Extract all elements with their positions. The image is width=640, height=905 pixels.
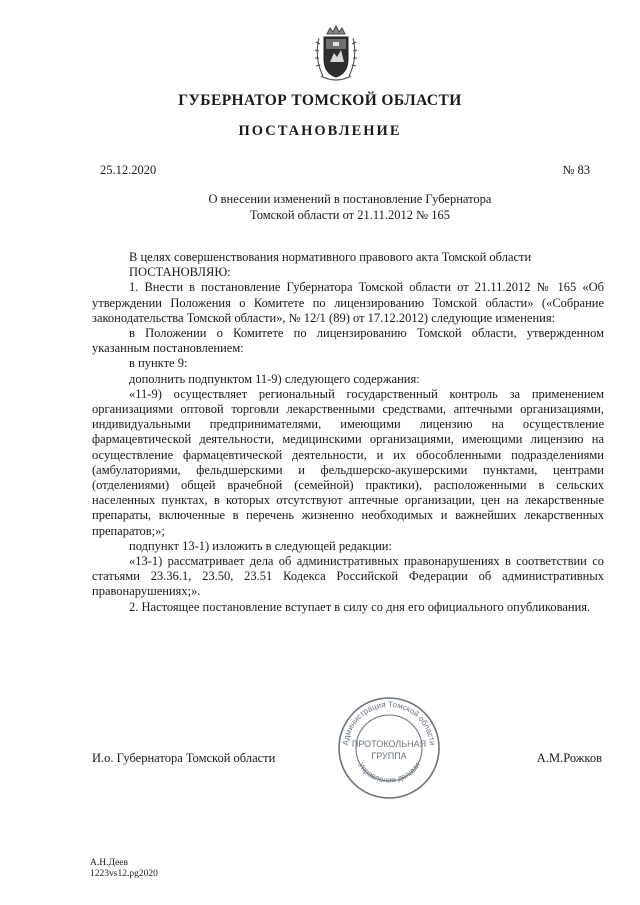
- stamp-center-line-2: ГРУППА: [371, 751, 407, 761]
- subject-line-2: Томской области от 21.11.2012 № 165: [250, 207, 450, 222]
- executor-info: [90, 858, 158, 880]
- official-stamp-icon: [334, 693, 444, 803]
- paragraph-clause-9: в пункте 9:: [129, 356, 188, 371]
- stamp-center-line-1: ПРОТОКОЛЬНАЯ: [351, 739, 427, 749]
- authority-title: ГУБЕРНАТОР ТОМСКОЙ ОБЛАСТИ: [178, 92, 462, 109]
- document-subject: [0, 192, 640, 223]
- subject-line-1: О внесении изменений в постановление Губернатора: [208, 192, 492, 206]
- paragraph-preamble: В целях совершенствования нормативного правового акта Томской области: [129, 250, 532, 264]
- paragraph-restate: подпункт 13-1) изложить в следующей редакции:: [129, 538, 392, 553]
- executor-code: 1223vs12.pg2020: [90, 869, 158, 879]
- paragraph-item-1: 1. Внести в постановление Губернатора Томской области от 21.11.2012 № 165 «Об утверждении Положения о Комитете по лицензированию Томской области» («Собрание законодательства Томской области», № 12/1 (89) от 17.12.2012) следующие изменения:: [92, 280, 604, 325]
- signatory-position: И.о. Губернатора Томской области: [92, 751, 276, 765]
- paragraph-subclause-13-1: «13-1) рассматривает дела об административных правонарушениях в соответствии со статьями 23.36.1, 23.50, 23.51 Кодекса Российской Федерации об административных правонарушениях;».: [92, 554, 604, 599]
- paragraph-resolve: ПОСТАНОВЛЯЮ:: [129, 265, 231, 280]
- paragraph-regulation: в Положении о Комитете по лицензированию Томской области, утвержденном указанным постановлением:: [92, 326, 604, 356]
- document-date: 25.12.2020: [100, 163, 157, 177]
- paragraph-add-subclause: дополнить подпунктом 11-9) следующего содержания:: [129, 371, 420, 386]
- stamp-ring-bottom: Управление делами: [356, 760, 422, 785]
- paragraph-subclause-11-9: «11-9) осуществляет региональный государственный контроль за применением организациями оптовой торговли лекарственными средствами, аптечными организациями, индивидуальными предпринимателями, имеющими лицензию на осуществление фармацевтической деятельности, медицинскими организациями, имеющими лицензию на осуществление фармацевтической деятельности, и их обособленными подразделениями (амбулаториями, фельдшерскими и фельдшерско-акушерскими пунктами, центрами (отделениями) общей врачебной (семейной) практики), расположенными в сельских населенных пунктах, в которых отсутствуют аптечные организации, цен на лекарственные препараты, включенные в перечень жизненно необходимых и важнейших лекарственных препаратов;»;: [92, 386, 604, 538]
- coat-of-arms-icon: [313, 24, 359, 84]
- executor-name: А.Н.Деев: [90, 858, 128, 868]
- document-number: № 83: [562, 163, 590, 177]
- signatory-name: А.М.Рожков: [536, 751, 602, 765]
- paragraph-item-2: 2. Настоящее постановление вступает в силу со дня его официального опубликования.: [129, 599, 591, 614]
- document-type: ПОСТАНОВЛЕНИЕ: [238, 123, 402, 139]
- document-body: [92, 250, 604, 615]
- stamp-ring-top: Администрация Томской области: [341, 699, 437, 746]
